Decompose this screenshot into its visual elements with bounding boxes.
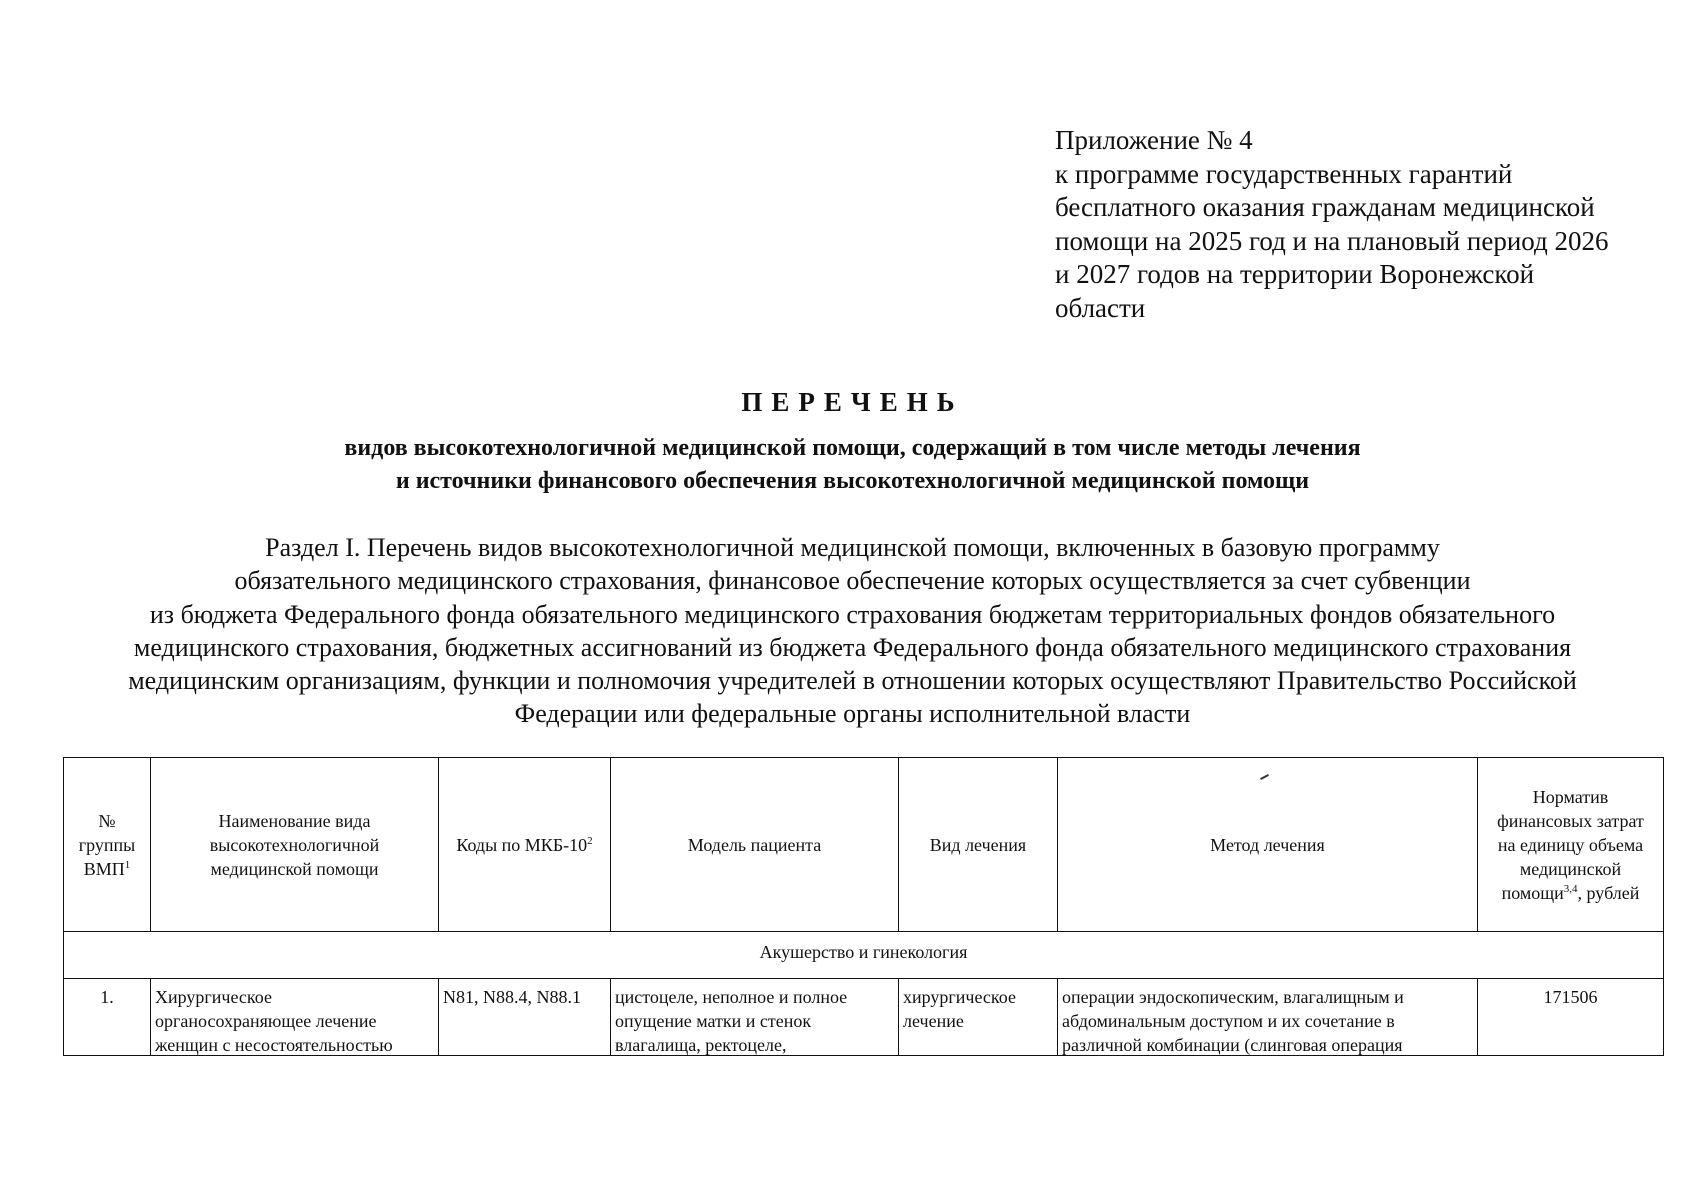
header-model: Модель пациента [611, 758, 899, 932]
section-line: обязательного медицинского страхования, финансовое обеспечение которых осуществляется за счет субвенции [234, 566, 1471, 596]
cell-model: цистоцеле, неполное и полное опущение матки и стенок влагалища, ректоцеле, [611, 979, 899, 1056]
cell-icd: N81, N88.4, N88.1 [439, 979, 611, 1056]
appendix-block [1055, 124, 1675, 325]
document-title: ПЕРЕЧЕНЬ [741, 387, 964, 417]
table-row [64, 979, 1664, 1056]
cell-treatment: хирургическое лечение [899, 979, 1058, 1056]
cell-method: операции эндоскопическим, влагалищным и абдоминальным доступом и их сочетание в различной комбинации (слинговая операция [1058, 979, 1478, 1056]
appendix-line: помощи на 2025 год и на плановый период 2026 [1055, 225, 1609, 256]
header-name: Наименование вида высокотехнологичной медицинской помощи [151, 758, 439, 932]
category-label: Акушерство и гинекология [64, 932, 1664, 979]
subtitle-line: видов высокотехнологичной медицинской помощи, содержащий в том числе методы лечения [344, 435, 1361, 461]
table-header-row [64, 758, 1664, 932]
header-norm: Норматив финансовых затрат на единицу объема медицинской помощи$^{3,4}$, рублей [1478, 758, 1664, 932]
cell-name: Хирургическое органосохраняющее лечение женщин с несостоятельностью [151, 979, 439, 1056]
section-line: Раздел I. Перечень видов высокотехнологичной медицинской помощи, включенных в базовую программу [265, 533, 1440, 562]
header-treatment: Вид лечения [899, 758, 1058, 932]
table-category-row [64, 932, 1664, 979]
section-line: Федерации или федеральные органы исполнительной власти [514, 699, 1191, 729]
section-line: медицинского страхования, бюджетных ассигнований из бюджета Федерального фонда обязательного медицинского страхования [133, 632, 1572, 662]
header-method: Метод лечения [1058, 758, 1478, 932]
cell-group-no: 1. [64, 979, 151, 1056]
section-line: из бюджета Федерального фонда обязательного медицинского страхования бюджетам территориальных фондов обязательного [149, 599, 1556, 629]
section-line: медицинским организациям, функции и полномочия учредителей в отношении которых осуществляют Правительство Российской [128, 666, 1577, 696]
appendix-line: и 2027 годов на территории Воронежской [1055, 259, 1535, 289]
appendix-line: к программе государственных гарантий [1055, 158, 1513, 189]
header-group-no: № группы ВМП$^1$ [64, 758, 151, 932]
appendix-line: области [1055, 292, 1146, 323]
cell-norm: 171506 [1478, 979, 1664, 1056]
section-heading [0, 531, 1705, 731]
subtitle-line: и источники финансового обеспечения высокотехнологичной медицинской помощи [395, 468, 1310, 494]
header-icd: Коды по МКБ-$10^2$ [439, 758, 611, 932]
appendix-line: бесплатного оказания гражданам медицинской [1055, 192, 1595, 222]
hmp-table [63, 757, 1664, 1056]
document-subtitle [0, 432, 1705, 498]
appendix-line: Приложение № 4 [1055, 125, 1253, 155]
